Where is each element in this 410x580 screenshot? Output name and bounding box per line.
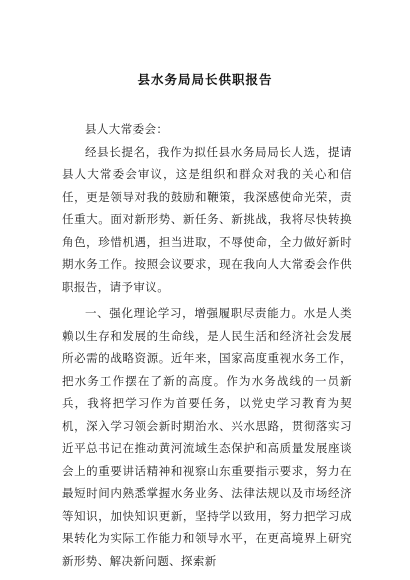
salutation: 县人大常委会： [85,122,169,136]
paragraph-intro: 经县长提名，我作为拟任县水务局局长人选，提请县人大常委会审议，这是组织和群众对我的关心和信任，更是领导对我的鼓励和鞭策，我深感使命光荣，责任重大。面对新形势、新任务、新挑战，我将尽快转换角色，珍惜机遇，担当进取，不辱使命，全力做好新时期水务工作。按照会议要求，现在我向人大常委会作供职报告，请予审议。 [62,144,352,294]
document-body [62,118,352,572]
paragraph-section-one: 一、强化理论学习，增强履职尽责能力。水是人类赖以生存和发展的生命线，是人民生活和经济社会发展所必需的战略资源。近年来，国家高度重视水务工作，把水务工作摆在了新的高度。作为水务战线的一员新兵，我将把学习作为首要任务，以党史学习教育为契机，深入学习领会新时期治水、兴水思路，贯彻落实习近平总书记在推动黄河流域生态保护和高质量发展座谈会上的重要讲话精神和视察山东重要指示要求，努力在最短时间内熟悉掌握水务业务、法律法规以及市场经济等知识，加快知识更新，坚持学以致用，努力把学习成果转化为实际工作能力和领导水平，在更高境界上研究新形势、解决新问题、探索新 [62,306,352,568]
document-title: 县水务局局长供职报告 [137,72,273,87]
